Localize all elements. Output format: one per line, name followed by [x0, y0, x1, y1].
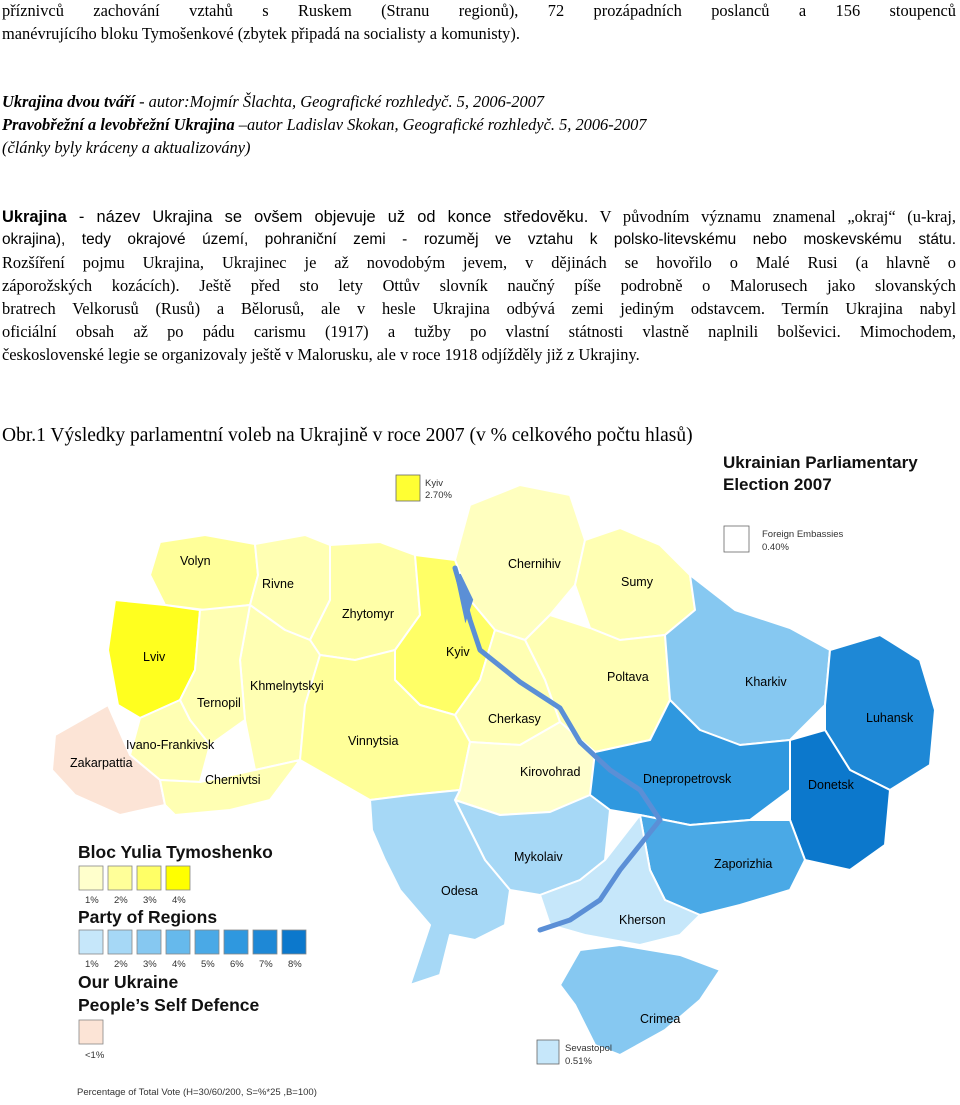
legend-por-swatch-8: [282, 930, 306, 954]
article-line-3: Rozšíření pojmu Ukrajina, Ukrajinec je až novodobým jevem, v dějinách se hovořilo o Malé Rusi (a hlavně o: [2, 253, 956, 272]
label-khmelnytskyi: Khmelnytskyi: [250, 679, 324, 693]
article-line-5: bratrech Velkorusů (Rusů) a Bělorusů, ale v hesle Ukrajina odbývá zemi jediným odstavcem. Termín Ukrajina nabyl: [2, 299, 956, 318]
source-1: [2, 91, 956, 114]
legend-ou-label: <1%: [85, 1050, 105, 1061]
label-ternopil: Ternopil: [197, 696, 241, 710]
sevastopol-label: Sevastopol: [565, 1043, 613, 1054]
region-volyn: [150, 535, 258, 610]
intro-line-2: manévrujícího bloku Tymošenkové (zbytek připadá na socialisty a komunisty).: [2, 24, 520, 43]
legend-ou-title-1: Our Ukraine: [78, 972, 179, 992]
map-title-line-2: Election 2007: [723, 475, 832, 494]
legend-por-swatch-2: [108, 930, 132, 954]
article-line-7: československé legie se organizovaly ještě v Malorusku, ale v roce 1918 odjížděly již z Ukrajiny.: [2, 345, 640, 364]
legend-byt-swatch-label-2: 2%: [114, 895, 128, 906]
label-cherkasy: Cherkasy: [488, 712, 541, 726]
label-zaporizhia: Zaporizhia: [714, 857, 773, 871]
label-dnepropetrovsk: Dnepropetrovsk: [643, 772, 732, 786]
article-line-6: oficiální obsah až po pádu carismu (1917) a tužby po vlastní státnosti vlastně naplnili bolševici. Mimochodem,: [2, 322, 956, 341]
legend-footnote: Percentage of Total Vote (H=30/60/200, S=%*25 ,B=100): [77, 1087, 317, 1098]
label-ivano-frankivsk: Ivano-Frankivsk: [126, 738, 215, 752]
label-lviv: Lviv: [143, 650, 166, 664]
label-chernivtsi: Chernivtsi: [205, 773, 261, 787]
legend-por-swatch-label-1: 1%: [85, 959, 99, 970]
legend-byt-swatch-label-4: 4%: [172, 895, 186, 906]
article-line-4: záporožských kozácích). Ještě před sto lety Ottův slovník naučný píše podrobně o Malorusech jako slovanských: [2, 276, 956, 295]
legend-por-swatch-3: [137, 930, 161, 954]
foreign-embassies-pct: 0.40%: [762, 542, 789, 553]
kyiv-city-pct: 2.70%: [425, 490, 452, 501]
label-donetsk: Donetsk: [808, 778, 854, 792]
label-zakarpattia: Zakarpattia: [70, 756, 133, 770]
foreign-embassies-label: Foreign Embassies: [762, 529, 844, 540]
label-volyn: Volyn: [180, 554, 211, 568]
label-zhytomyr: Zhytomyr: [342, 607, 395, 621]
label-kharkiv: Kharkiv: [745, 675, 787, 689]
legend-byt-swatch-4: [166, 866, 190, 890]
label-kirovohrad: Kirovohrad: [520, 765, 581, 779]
legend-por-swatch-label-7: 7%: [259, 959, 273, 970]
source-1-rest: - autor:Mojmír Šlachta, Geografické rozhledyč. 5, 2006-2007: [134, 92, 545, 111]
label-chernihiv: Chernihiv: [508, 557, 561, 571]
label-luhansk: Luhansk: [866, 711, 914, 725]
legend-por-swatch-label-4: 4%: [172, 959, 186, 970]
article-line-1-sans: - název Ukrajina se ovšem objevuje už od konce středověku.: [66, 208, 589, 226]
source-2: [2, 114, 956, 137]
legend-ou-title-2: People’s Self Defence: [78, 995, 260, 1015]
legend-por-swatches: [79, 930, 306, 970]
legend-ou-swatch: [79, 1020, 103, 1044]
legend-por-swatch-label-6: 6%: [230, 959, 244, 970]
map-title-line-1: Ukrainian Parliamentary: [723, 453, 918, 472]
legend-por-swatch-label-8: 8%: [288, 959, 302, 970]
label-crimea: Crimea: [640, 1012, 681, 1026]
legend-por-swatch-label-2: 2%: [114, 959, 128, 970]
sevastopol-pct: 0.51%: [565, 1056, 592, 1067]
legend-byt-swatch-label-1: 1%: [85, 895, 99, 906]
figure-caption: Obr.1 Výsledky parlamentní voleb na Ukrajině v roce 2007 (v % celkového počtu hlasů): [2, 425, 693, 446]
label-odesa: Odesa: [441, 884, 478, 898]
legend-byt-swatch-1: [79, 866, 103, 890]
label-mykolaiv: Mykolaiv: [514, 850, 563, 864]
election-map: [0, 440, 960, 1105]
sevastopol-swatch: [537, 1040, 559, 1064]
legend-por-swatch-6: [224, 930, 248, 954]
foreign-embassies-swatch: [724, 526, 749, 552]
label-sumy: Sumy: [621, 575, 653, 589]
legend-por-swatch-label-3: 3%: [143, 959, 157, 970]
article-line-1: [2, 206, 956, 229]
article-line-2: okrajina), tedy okrajové území, pohraniční zemi - rozuměj ve vztahu k polsko-litevskému nebo moskevskému státu.: [2, 231, 956, 248]
label-poltava: Poltava: [607, 670, 649, 684]
label-vinnytsia: Vinnytsia: [348, 734, 399, 748]
kyiv-city-label: Kyiv: [425, 478, 443, 489]
kyiv-city-swatch: [396, 475, 420, 501]
legend-por-swatch-1: [79, 930, 103, 954]
label-kherson: Kherson: [619, 913, 666, 927]
article-line-1-rest: V původním významu znamenal „okraj“ (u-kraj,: [588, 207, 956, 226]
article-term: Ukrajina: [2, 208, 67, 226]
source-2-title: Pravobřežní a levobřežní Ukrajina: [2, 115, 235, 134]
source-3: (články byly kráceny a aktualizovány): [2, 138, 251, 157]
region-crimea: [560, 945, 720, 1055]
legend-por-swatch-7: [253, 930, 277, 954]
legend-byt-swatch-3: [137, 866, 161, 890]
legend-por-swatch-4: [166, 930, 190, 954]
legend-byt-swatch-2: [108, 866, 132, 890]
legend-por-swatch-label-5: 5%: [201, 959, 215, 970]
legend-por-title: Party of Regions: [78, 907, 218, 927]
intro-line-1: příznivců zachování vztahů s Ruskem (Stranu regionů), 72 prozápadních poslanců a 156 stoupenců: [2, 1, 956, 20]
source-2-rest: –autor Ladislav Skokan, Geografické rozhledyč. 5, 2006-2007: [234, 115, 647, 134]
legend-por-swatch-5: [195, 930, 219, 954]
legend-byt-title: Bloc Yulia Tymoshenko: [78, 842, 273, 862]
legend-byt-swatch-label-3: 3%: [143, 895, 157, 906]
legend-byt-swatches: [79, 866, 190, 906]
label-rivne: Rivne: [262, 577, 294, 591]
source-1-title: Ukrajina dvou tváří: [2, 92, 135, 111]
label-kyiv: Kyiv: [446, 645, 470, 659]
